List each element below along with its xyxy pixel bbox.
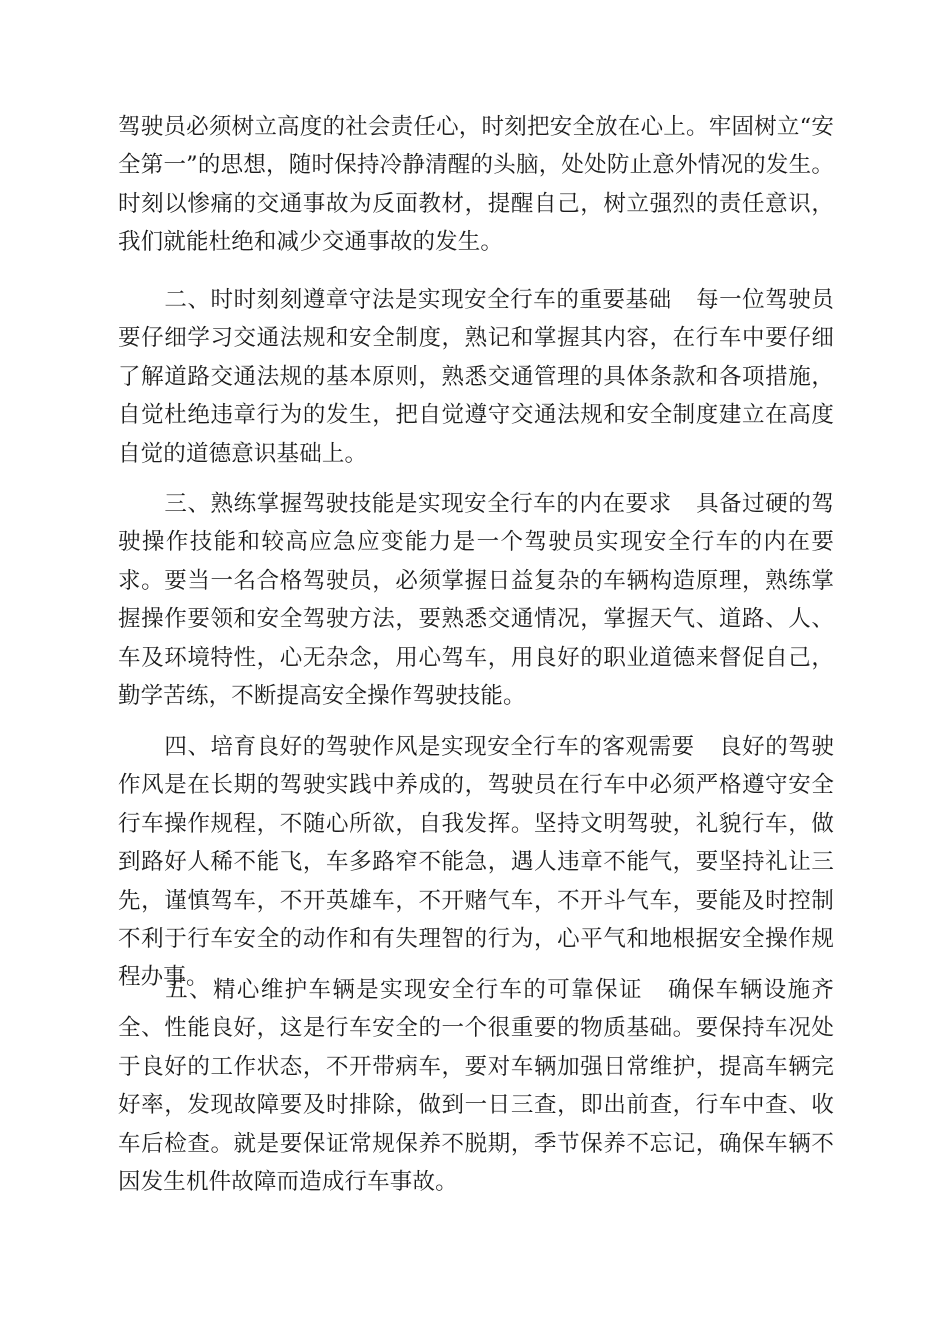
section-heading: 三、熟练掌握驾驶技能是实现安全行车的内在要求	[164, 491, 672, 517]
paragraph-section-5	[118, 971, 834, 1201]
paragraph-body: 确保车辆设施齐全、性能良好，这是行车安全的一个很重要的物质基础。要保持车况处于良好的工作状态，不开带病车，要对车辆加强日常维护，提高车辆完好率，发现故障要及时排除，做到一日三查，即出前查，行车中查、收车后检查。就是要保证常规保养不脱期，季节保养不忘记，确保车辆不因发生机件故障而造成行车事故。	[118, 977, 834, 1196]
section-heading: 五、精心维护车辆是实现安全行车的可靠保证	[164, 977, 643, 1003]
paragraph-section-2	[118, 281, 834, 473]
section-heading: 四、培育良好的驾驶作风是实现安全行车的客观需要	[164, 734, 695, 760]
paragraph-continuation	[118, 108, 834, 262]
section-heading: 二、时时刻刻遵章守法是实现安全行车的重要基础	[164, 287, 672, 313]
paragraph-body: 良好的驾驶作风是在长期的驾驶实践中养成的，驾驶员在行车中必须严格遵守安全行车操作规程，不随心所欲，自我发挥。坚持文明驾驶，礼貌行车，做到路好人稀不能飞，车多路窄不能急，遇人违章不能气，要坚持礼让三先，谨慎驾车，不开英雄车，不开赌气车，不开斗气车，要能及时控制不利于行车安全的动作和有失理智的行为，心平气和地根据安全操作规程办事。	[118, 734, 834, 991]
paragraph-section-3	[118, 485, 834, 715]
paragraph-body: 每一位驾驶员要仔细学习交通法规和安全制度，熟记和掌握其内容，在行车中要仔细了解道路交通法规的基本原则，熟悉交通管理的具体条款和各项措施，自觉杜绝违章行为的发生，把自觉遵守交通法规和安全制度建立在高度自觉的道德意识基础上。	[118, 287, 834, 467]
paragraph-body: 驾驶员必须树立高度的社会责任心，时刻把安全放在心上。牢固树立“安全第一”的思想，随时保持冷静清醒的头脑，处处防止意外情况的发生。时刻以惨痛的交通事故为反面教材，提醒自己，树立强烈的责任意识，我们就能杜绝和减少交通事故的发生。	[118, 114, 834, 256]
paragraph-body: 具备过硬的驾驶操作技能和较高应急应变能力是一个驾驶员实现安全行车的内在要求。要当一名合格驾驶员，必须掌握日益复杂的车辆构造原理，熟练掌握操作要领和安全驾驶方法，要熟悉交通情况，掌握天气、道路、人、车及环境特性，心无杂念，用心驾车，用良好的职业道德来督促自己，勤学苦练，不断提高安全操作驾驶技能。	[118, 491, 834, 710]
paragraph-section-4	[118, 728, 834, 997]
